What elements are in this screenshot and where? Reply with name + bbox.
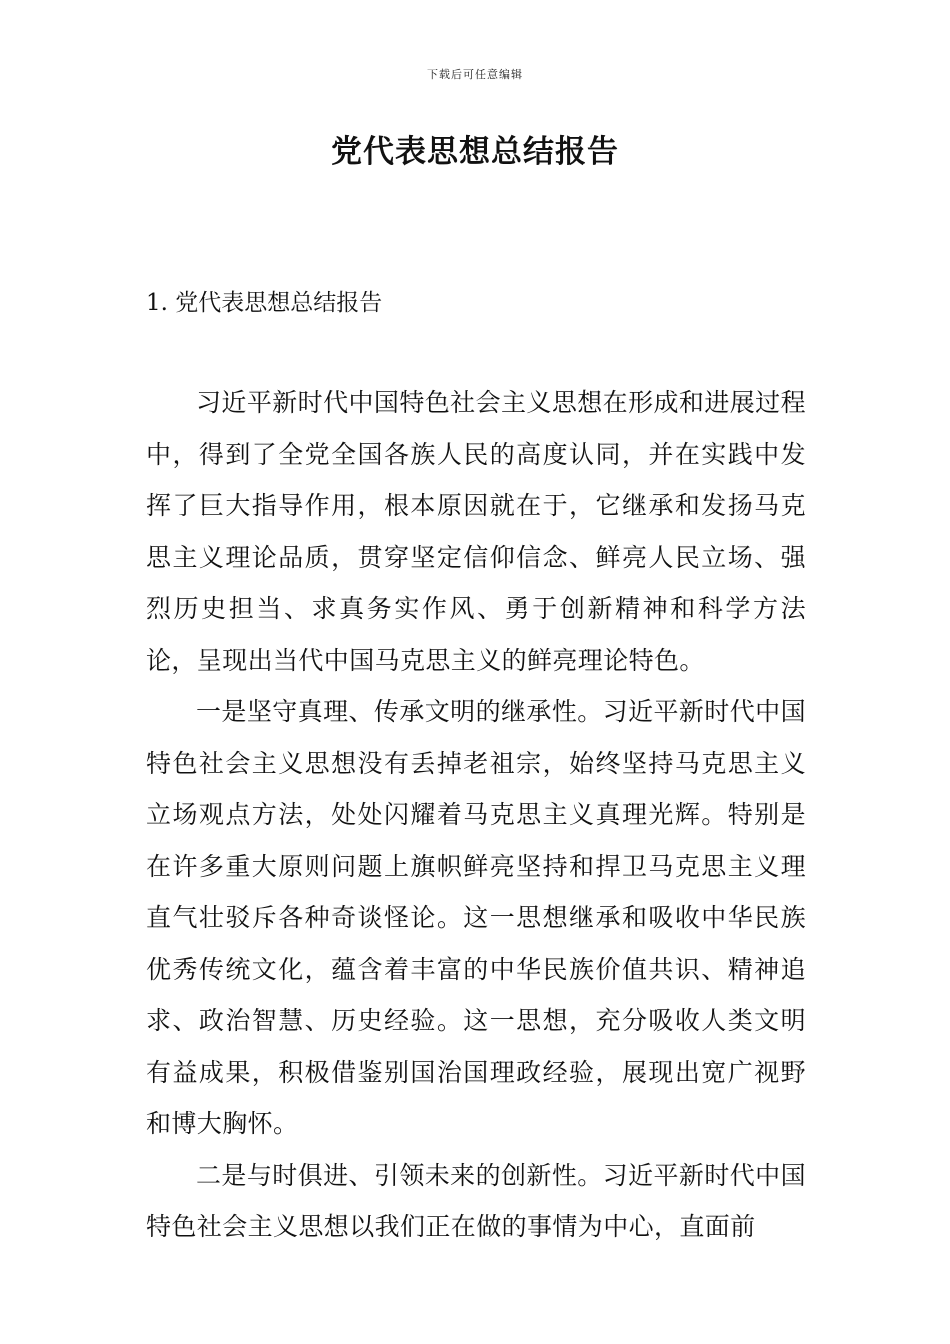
header-note: 下载后可任意编辑: [427, 68, 523, 81]
paragraph: 一是坚守真理、传承文明的继承性。习近平新时代中国特色社会主义思想没有丢掉老祖宗，始终坚持马克思主义立场观点方法，处处闪耀着马克思主义真理光辉。特别是在许多重大原则问题上旗帜鲜亮坚持和捍卫马克思主义理直气壮驳斥各种奇谈怪论。这一思想继承和吸收中华民族优秀传统文化，蕴含着丰富的中华民族价值共识、精神追求、政治智慧、历史经验。这一思想，充分吸收人类文明有益成果，积极借鉴别国治国理政经验，展现出宽广视野和博大胸怀。: [146, 697, 806, 1138]
document-title: 党代表思想总结报告: [331, 134, 619, 170]
paragraph: 二是与时俱进、引领未来的创新性。习近平新时代中国特色社会主义思想以我们正在做的事情为中心，直面前: [146, 1160, 806, 1241]
section-heading: 1. 党代表思想总结报告: [146, 290, 383, 316]
paragraph: 习近平新时代中国特色社会主义思想在形成和进展过程中，得到了全党全国各族人民的高度认同，并在实践中发挥了巨大指导作用，根本原因就在于，它继承和发扬马克思主义理论品质，贯穿坚定信仰信念、鲜亮人民立场、强烈历史担当、求真务实作风、勇于创新精神和科学方法论，呈现出当代中国马克思主义的鲜亮理论特色。: [146, 388, 806, 675]
body-text: [146, 377, 806, 1253]
